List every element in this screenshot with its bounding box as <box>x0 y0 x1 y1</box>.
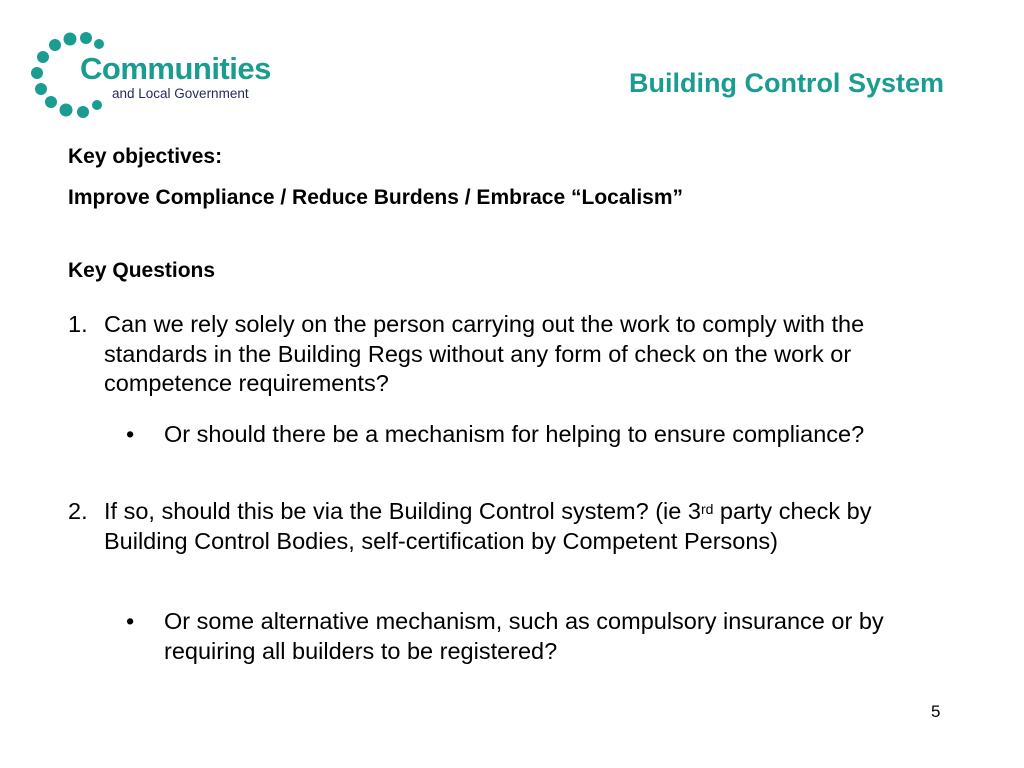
question-text-part: If so, should this be via the Building Control system? (ie 3 <box>104 498 701 524</box>
question-number: 1. <box>68 311 88 337</box>
logo-dot <box>60 104 73 117</box>
ordinal-superscript: rd <box>700 501 714 517</box>
logo-dot <box>49 39 61 51</box>
logo-subline: and Local Government <box>112 86 249 101</box>
question-text <box>104 497 934 556</box>
logo <box>30 32 270 122</box>
questions-heading: Key Questions <box>68 259 216 282</box>
sub-bullet-text: Or some alternative mechanism, such as compulsory insurance or by requiring all builders to be registered? <box>164 608 884 664</box>
objectives-heading: Key objectives: <box>68 145 223 168</box>
slide-title: Building Control System <box>628 68 944 98</box>
question-item <box>68 310 948 399</box>
question-number: 2. <box>68 498 88 524</box>
logo-dot <box>94 39 104 49</box>
question-text: Can we rely solely on the person carrying out the work to comply with the standards in the Building Regs without any form of check on the work or competence requirements? <box>104 311 865 396</box>
sub-bullet-item <box>126 420 916 450</box>
bullet-icon: • <box>126 608 135 634</box>
logo-dot <box>45 96 57 108</box>
sub-bullet-item <box>126 607 916 666</box>
logo-dot <box>31 67 43 79</box>
objectives-text: Improve Compliance / Reduce Burdens / Embrace “Localism” <box>68 186 684 209</box>
sub-bullet-text: Or should there be a mechanism for helping to ensure compliance? <box>164 421 865 447</box>
logo-dot <box>92 100 102 110</box>
logo-dot <box>80 32 92 44</box>
logo-wordmark: Communities <box>80 51 271 86</box>
page-number: 5 <box>931 702 941 721</box>
logo-dot <box>37 51 49 63</box>
question-item <box>68 497 948 556</box>
logo-dot <box>64 33 77 46</box>
question-text-part: party check by Building Control Bodies, self-certification by Competent Persons) <box>104 498 872 554</box>
logo-dot <box>77 106 89 118</box>
logo-dot <box>35 83 47 95</box>
bullet-icon: • <box>126 421 135 447</box>
